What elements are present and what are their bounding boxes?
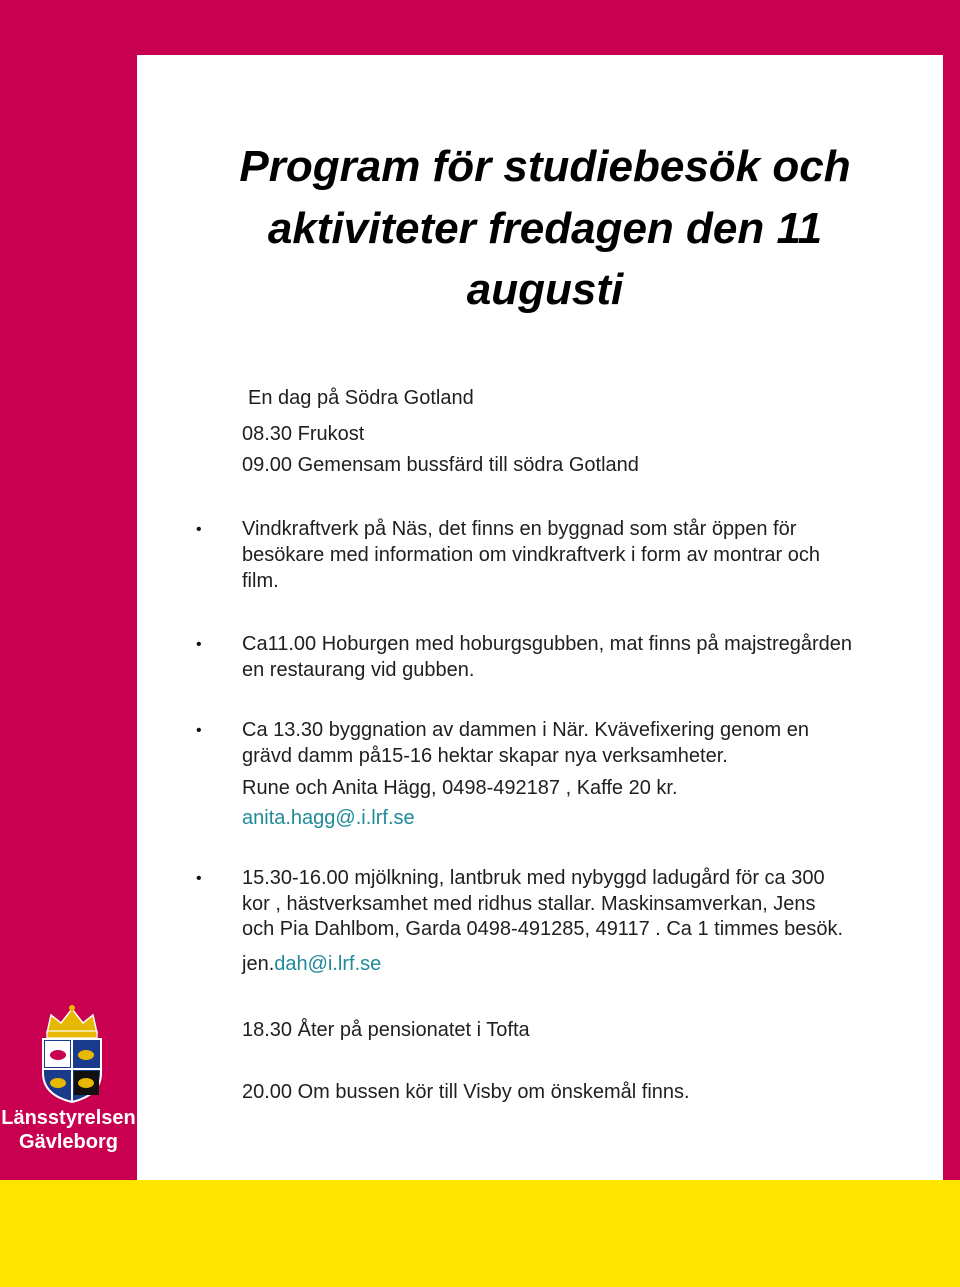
item-mjolkning-line-2: kor , hästverksamhet med ridhus stallar. Maskinsamverkan, Jens [242, 893, 816, 915]
bullet: • [196, 636, 202, 653]
page-title-line-2: aktiviteter fredagen den 11 [267, 204, 823, 253]
item-dammen-contact: Rune och Anita Hägg, 0498-492187 , Kaffe 20 kr. [242, 777, 678, 799]
page-title-line-1: Program för studiebesök och [239, 142, 851, 191]
item-vindkraft-line-1: Vindkraftverk på Näs, det finns en byggnad som står öppen för [242, 518, 797, 540]
organization-name-line-1: Länsstyrelsen [1, 1107, 136, 1129]
schedule-item-bus: 09.00 Gemensam bussfärd till södra Gotland [242, 454, 639, 476]
closing-return: 18.30 Åter på pensionatet i Tofta [242, 1019, 530, 1041]
item-mjolkning-line-1: 15.30-16.00 mjölkning, lantbruk med nybyggd ladugård för ca 300 [242, 867, 825, 889]
page-title-line-3: augusti [466, 265, 624, 314]
item-dammen-line-2: grävd damm på15-16 hektar skapar nya verksamheter. [242, 745, 728, 767]
item-vindkraft-line-3: film. [242, 570, 279, 592]
organization-name-line-2: Gävleborg [19, 1131, 118, 1153]
bullet: • [196, 870, 202, 887]
email-link-hagg[interactable]: anita.hagg@.i.lrf.se [242, 807, 415, 829]
bullet: • [196, 722, 202, 739]
closing-visby: 20.00 Om bussen kör till Visby om önskemål finns. [242, 1081, 690, 1103]
email-link-dahlbom[interactable]: dah@i.lrf.se [274, 953, 382, 975]
frame-top-border [0, 0, 960, 55]
intro-heading: En dag på Södra Gotland [248, 387, 474, 409]
item-dammen-line-1: Ca 13.30 byggnation av dammen i När. Kvävefixering genom en [242, 719, 810, 741]
item-mjolkning-line-3: och Pia Dahlbom, Garda 0498-491285, 49117 . Ca 1 timmes besök. [242, 918, 844, 940]
frame-right-border [943, 0, 960, 1183]
item-hoburgen-line-2: en restaurang vid gubben. [242, 659, 475, 681]
footer-band [0, 1180, 960, 1287]
item-vindkraft-line-2: besökare med information om vindkraftverk i form av montrar och [242, 544, 820, 566]
email-prefix: jen. [242, 953, 275, 975]
county-coat-of-arms-icon [37, 1003, 107, 1103]
bullet: • [196, 521, 202, 538]
schedule-item-breakfast: 08.30 Frukost [242, 423, 365, 445]
email-dahlbom [242, 954, 381, 974]
item-hoburgen-line-1: Ca11.00 Hoburgen med hoburgsgubben, mat finns på majstregården [242, 633, 853, 655]
organization-name [0, 1106, 137, 1154]
